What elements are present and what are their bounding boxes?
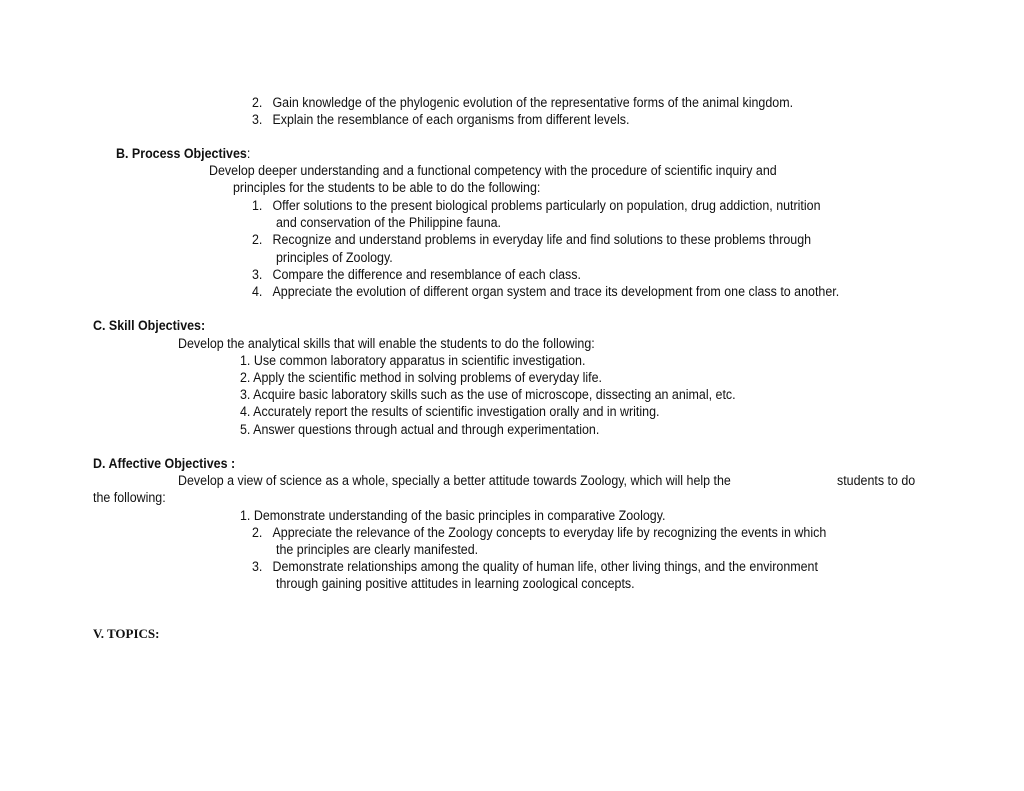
list-item: 2. Recognize and understand problems in everyday life and find solutions to these problems through [252,232,812,247]
list-item: 3. Compare the difference and resemblance of each class. [252,267,581,282]
paragraph-tail: students to do [837,473,916,488]
list-item: 2. Apply the scientific method in solving problems of everyday life. [240,370,603,385]
list-item-continuation: principles of Zoology. [276,250,393,265]
section-heading-topics: V. TOPICS: [93,626,160,641]
list-item: 3. Explain the resemblance of each organisms from different levels. [252,112,630,127]
list-item: 1. Use common laboratory apparatus in scientific investigation. [240,353,586,368]
section-heading-skill: C. Skill Objectives: [93,318,206,333]
list-item-continuation: the principles are clearly manifested. [276,542,479,557]
list-item: 2. Appreciate the relevance of the Zoology concepts to everyday life by recognizing the events in which [252,525,827,540]
list-item: 4. Accurately report the results of scientific investigation orally and in writing. [240,404,660,419]
list-item-continuation: through gaining positive attitudes in learning zoological concepts. [276,576,635,591]
section-heading-affective: D. Affective Objectives : [93,456,236,471]
section-heading-process: B. Process Objectives: [116,146,251,161]
list-item: 1. Offer solutions to the present biological problems particularly on population, drug addiction, nutrition [252,198,821,213]
list-item: 5. Answer questions through actual and through experimentation. [240,422,600,437]
list-item: 1. Demonstrate understanding of the basic principles in comparative Zoology. [240,508,666,523]
paragraph: Develop the analytical skills that will enable the students to do the following: [178,336,595,351]
paragraph: the following: [93,490,166,505]
list-item-continuation: and conservation of the Philippine fauna. [276,215,502,230]
list-item: 4. Appreciate the evolution of different organ system and trace its development from one class to another. [252,284,840,299]
list-item: 3. Demonstrate relationships among the quality of human life, other living things, and the environment [252,559,818,574]
list-item: 2. Gain knowledge of the phylogenic evolution of the representative forms of the animal kingdom. [252,95,794,110]
paragraph: principles for the students to be able to do the following: [233,180,541,195]
paragraph: Develop a view of science as a whole, specially a better attitude towards Zoology, which will help the [178,473,731,488]
list-item: 3. Acquire basic laboratory skills such as the use of microscope, dissecting an animal, etc. [240,387,736,402]
paragraph: Develop deeper understanding and a functional competency with the procedure of scientific inquiry and [209,163,777,178]
